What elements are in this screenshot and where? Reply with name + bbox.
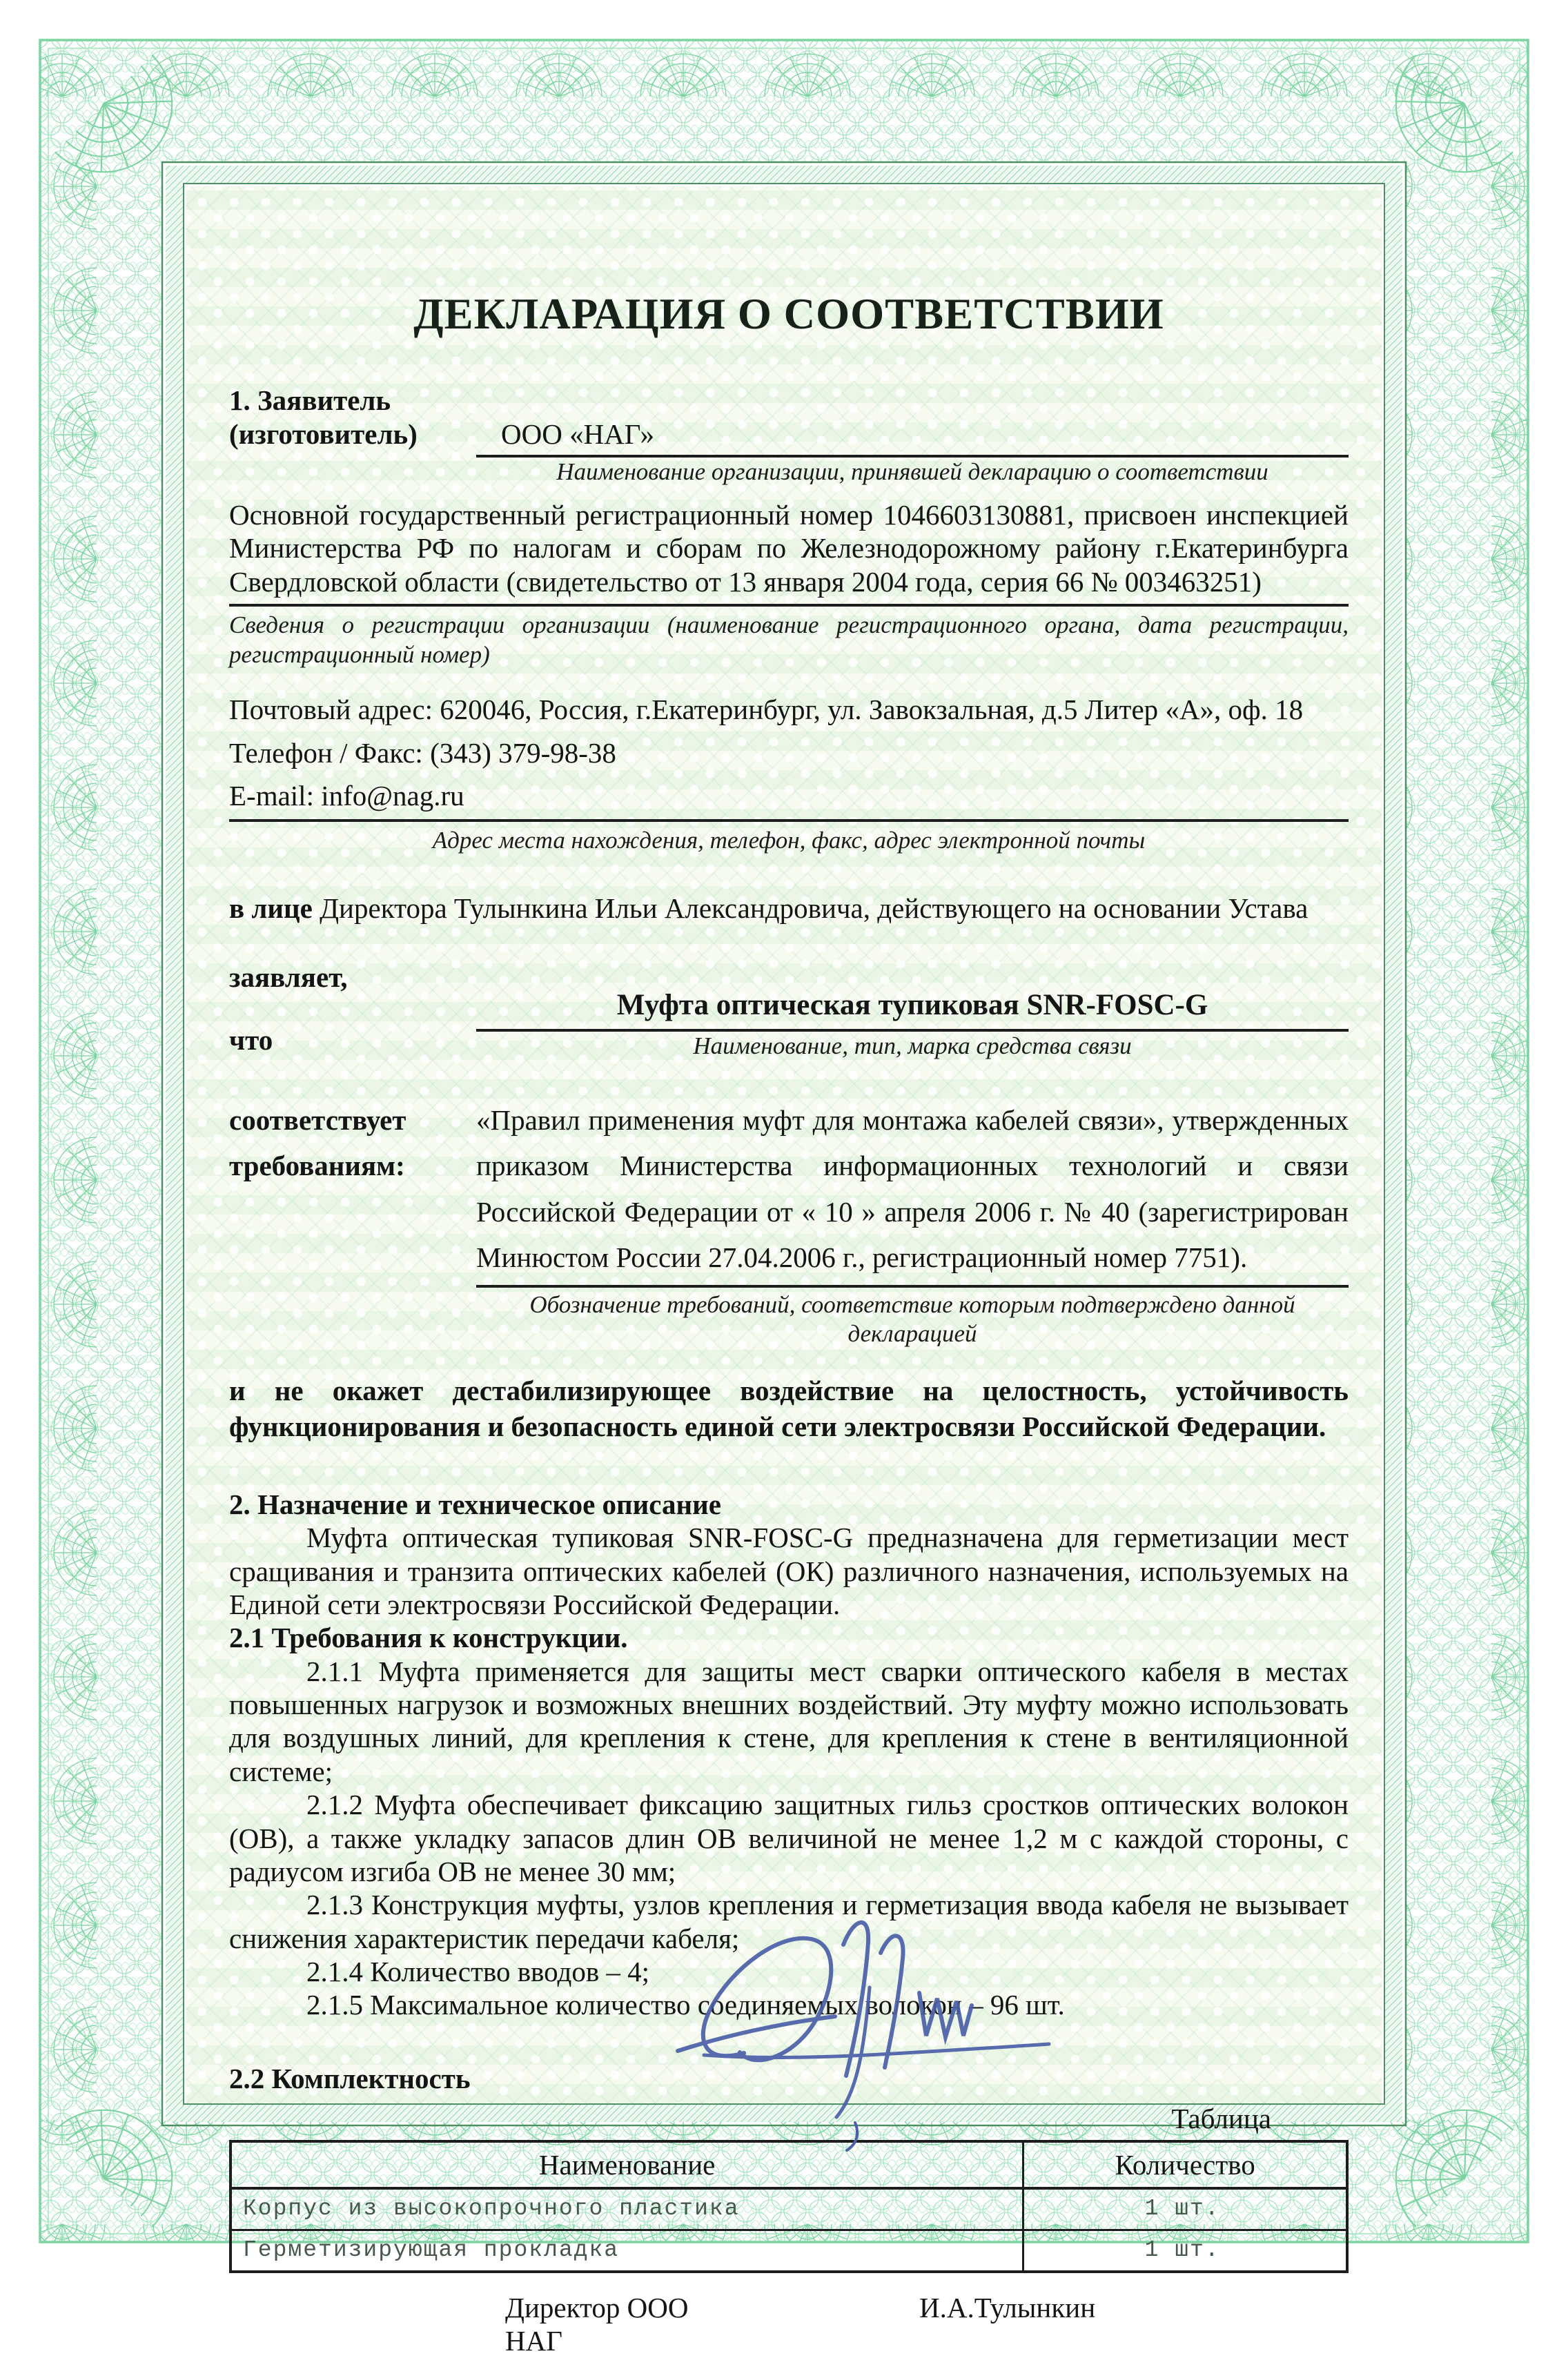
phone-fax: Телефон / Факс: (343) 379-98-38	[229, 736, 616, 769]
contacts-block	[229, 693, 1349, 822]
document-body	[186, 186, 1382, 2357]
item-2-1-1: 2.1.1 Муфта применяется для защиты мест сварки оптического кабеля в местах повышенных нагрузок и возможных внешних воздействий. Эту муфту можно использовать для воздушных линий, для крепления к стене, для крепления к стене в вентиляционной системе;	[229, 1655, 1349, 1787]
contacts-caption: Адрес места нахождения, телефон, факс, адрес электронной почты	[432, 827, 1146, 854]
impact-statement: и не окажет дестабилизирующее воздействие на целостность, устойчивость функционирования и безопасность единой сети электросвязи Российской Федерации.	[229, 1374, 1349, 1443]
email: E-mail: info@nag.ru	[229, 780, 464, 812]
column-header-name: Наименование	[231, 2141, 1023, 2188]
conforms-label-line2: требованиям:	[229, 1150, 405, 1182]
represented-by-label: в лице	[229, 892, 313, 925]
conforms-label	[229, 1097, 471, 1349]
product-name: Муфта оптическая тупиковая SNR-FOSC-G	[476, 988, 1349, 1032]
postal-address: Почтовый адрес: 620046, Россия, г.Екатеринбург, ул. Завокзальная, д.5 Литер «А», оф. 18	[229, 694, 1304, 726]
applicant-row	[229, 417, 1349, 487]
item-2-1-4: 2.1.4 Количество вводов – 4;	[306, 1956, 650, 1988]
section2-heading: 2. Назначение и техническое описание	[229, 1488, 721, 1520]
row-name: Герметизирующая прокладка	[231, 2230, 1023, 2271]
represented-by-value: Директора Тулынкина Ильи Александровича, действующего на основании Устава	[320, 892, 1309, 925]
table-row	[231, 2188, 1347, 2230]
item-2-1-2: 2.1.2 Муфта обеспечивает фиксацию защитных гильз сростков оптических волокон (ОВ), а также укладку запасов длин ОВ величиной не менее 1,2 м с каждой стороны, с радиусом изгиба ОВ не менее 30 мм;	[229, 1789, 1349, 1887]
applicant-label: 1. Заявитель	[229, 384, 391, 417]
requirements-caption: Обозначение требований, соответствие которым подтверждено данной декларацией	[529, 1290, 1295, 1348]
construction-heading: 2.1 Требования к конструкции.	[229, 1622, 628, 1654]
declares-row	[229, 961, 1349, 1061]
signatory-name: И.А.Тулынкин	[919, 2291, 1096, 2323]
kit-table	[229, 2140, 1349, 2273]
row-qty: 1 шт.	[1144, 2237, 1220, 2263]
requirements-field	[476, 1097, 1349, 1349]
completeness-heading: 2.2 Комплектность	[229, 2062, 471, 2094]
conforms-label-line1: соответствует	[229, 1103, 406, 1136]
column-header-qty: Количество	[1023, 2141, 1347, 2188]
section2-intro: Муфта оптическая тупиковая SNR-FOSC-G предназначена для герметизации мест сращивания и транзита оптических кабелей (ОК) различного назначения, используемых на Единой сети электросвязи Российской Федерации.	[229, 1522, 1349, 1620]
declares-label	[229, 961, 471, 1061]
item-2-1-3: 2.1.3 Конструкция муфты, узлов крепления и герметизация ввода кабеля не вызывает снижения характеристик передачи кабеля;	[229, 1889, 1349, 1954]
requirements-text: «Правил применения муфт для монтажа кабелей связи», утвержденных приказом Министерства информационных технологий и связи Российской Федерации от « 10 » апреля 2006 г. № 40 (зарегистрирован Минюстом России 27.04.2006 г., регистрационный номер 7751).	[476, 1097, 1349, 1288]
row-qty: 1 шт.	[1023, 2188, 1347, 2230]
declares-label-line1: заявляет,	[229, 961, 348, 994]
conforms-row	[229, 1097, 1349, 1349]
signatory-position: Директор ООО НАГ	[505, 2291, 689, 2357]
table-row	[231, 2230, 1347, 2271]
company-name: ООО «НАГ»	[476, 417, 1349, 458]
signature-row	[505, 2291, 1349, 2358]
manufacturer-label: (изготовитель)	[229, 417, 418, 450]
represented-by-line	[229, 892, 1349, 925]
declares-label-line2: что	[229, 1023, 273, 1056]
registration-text: Основной государственный регистрационный номер 1046603130881, присвоен инспекцией Министерства РФ по налогам и сборам по Железнодорожному району г.Екатеринбурга Свердловской области (свидетельство от 13 января 2004 года, серия 66 № 003463251)	[229, 498, 1349, 607]
page-title: ДЕКЛАРАЦИЯ О СООТВЕТСТВИИ	[413, 290, 1164, 338]
table-header-row	[231, 2141, 1347, 2188]
row-name: Корпус из высокопрочного пластика	[231, 2188, 1023, 2230]
registration-caption: Сведения о регистрации организации (наименование регистрационного органа, дата регистрации, регистрационный номер)	[229, 611, 1349, 668]
table-label: Таблица	[1171, 2103, 1271, 2135]
company-caption: Наименование организации, принявшей декларацию о соответствии	[556, 458, 1268, 486]
product-caption: Наименование, тип, марка средства связи	[693, 1032, 1132, 1060]
company-field	[476, 417, 1349, 487]
item-2-1-5: 2.1.5 Максимальное количество соединяемых волокон – 96 шт.	[306, 1989, 1065, 2021]
product-field	[476, 988, 1349, 1061]
